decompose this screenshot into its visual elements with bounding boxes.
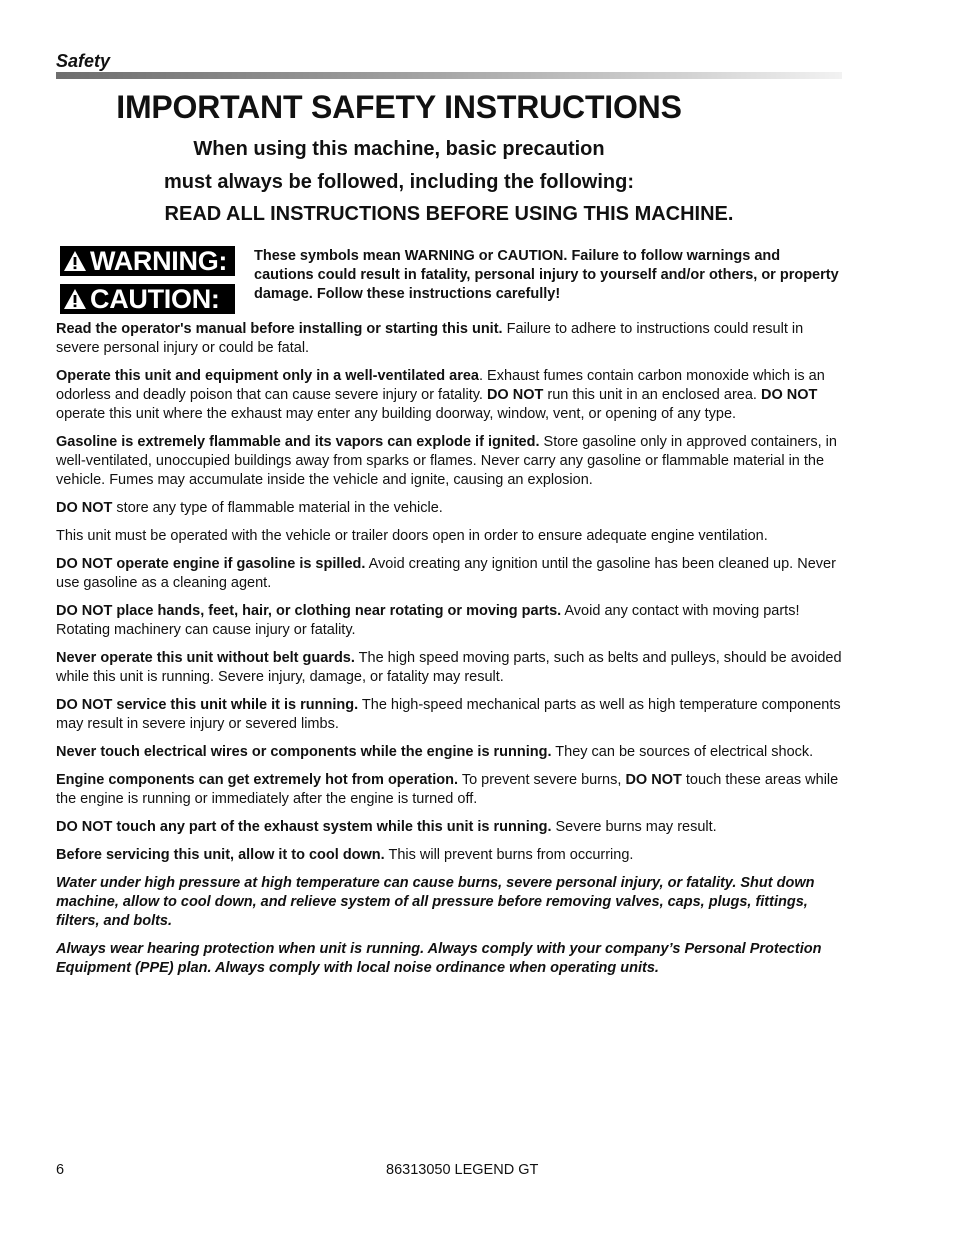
instruction-paragraph: Before servicing this unit, allow it to cool down. This will prevent burns from occurring.	[56, 847, 634, 863]
instruction-paragraph: Operate this unit and equipment only in a well-ventilated area. Exhaust fumes contain carbon monoxide which is an odorless and deadly poison that can cause severe injury or fatality. DO NOT run this unit in an enclosed area. DO NOT operate this unit where the exhaust may enter any building doorway, window, vent, or opening of any type.	[56, 368, 825, 422]
instruction-paragraph: Read the operator's manual before installing or starting this unit. Failure to adhere to instructions could result in severe personal injury or could be fatal.	[56, 321, 804, 356]
instruction-paragraph: DO NOT service this unit while it is running. The high-speed mechanical parts as well as high temperature components may result in severe injury or severed limbs.	[56, 697, 841, 732]
warning-triangle-icon	[60, 246, 90, 276]
high-pressure-warning: Water under high pressure at high temperature can cause burns, severe personal injury, or fatality. Shut down machine, allow to cool down, and relieve system of all pressure before removing valves, caps, plugs, fittings, filters, and bolts.	[56, 875, 815, 929]
instruction-paragraph: Never touch electrical wires or components while the engine is running. They can be sources of electrical shock.	[56, 744, 814, 760]
caution-triangle-icon	[60, 284, 90, 314]
instruction-paragraph: DO NOT operate engine if gasoline is spilled. Avoid creating any ignition until the gasoline has been cleaned up. Never use gasoline as a cleaning agent.	[56, 556, 836, 591]
document-id: 86313050 LEGEND GT	[386, 1162, 539, 1178]
caution-word: CAUTION:	[90, 283, 220, 314]
warning-word: WARNING:	[90, 245, 228, 276]
instruction-paragraph: Engine components can get extremely hot from operation. To prevent severe burns, DO NOT touch these areas while the engine is running or immediately after the engine is turned off.	[56, 772, 839, 807]
read-all-notice: READ ALL INSTRUCTIONS BEFORE USING THIS MACHINE.	[164, 203, 734, 225]
instruction-paragraph: Never operate this unit without belt guards. The high speed moving parts, such as belts and pulleys, should be avoided while this unit is running. Severe injury, damage, or fatality may result.	[56, 650, 842, 685]
hearing-protection-warning: Always wear hearing protection when unit is running. Always comply with your company’s Personal Protection Equipment (PPE) plan. Always comply with local noise ordinance when operating units.	[56, 941, 822, 976]
instruction-paragraph: This unit must be operated with the vehicle or trailer doors open in order to ensure adequate engine ventilation.	[56, 528, 768, 544]
page-title: IMPORTANT SAFETY INSTRUCTIONS	[116, 89, 682, 125]
header-gradient-bar	[56, 72, 842, 79]
subtitle-line-1: When using this machine, basic precaution	[193, 138, 605, 160]
section-label: Safety	[56, 51, 111, 71]
warning-signal-label	[60, 246, 235, 276]
page-number: 6	[56, 1162, 65, 1178]
instruction-paragraph: DO NOT touch any part of the exhaust system while this unit is running. Severe burns may result.	[56, 819, 717, 835]
instruction-paragraph: Gasoline is extremely flammable and its vapors can explode if ignited. Store gasoline only in approved containers, in well-ventilated, unoccupied buildings away from sparks or flames. Never carry any gasoline or flammable material in the vehicle. Fumes may accumulate inside the vehicle and ignite, causing an explosion.	[56, 434, 837, 488]
instruction-paragraph: DO NOT place hands, feet, hair, or clothing near rotating or moving parts. Avoid any contact with moving parts! Rotating machinery can cause injury or fatality.	[56, 603, 800, 638]
subtitle-line-2: must always be followed, including the following:	[163, 171, 635, 193]
safety-instructions-body	[56, 320, 842, 987]
instruction-paragraph: DO NOT store any type of flammable material in the vehicle.	[56, 500, 443, 516]
symbols-description: These symbols mean WARNING or CAUTION. Failure to follow warnings and cautions could result in fatality, personal injury to yourself and/or others, or property damage. Follow these instructions carefully!	[254, 248, 839, 302]
caution-signal-label	[60, 284, 235, 314]
